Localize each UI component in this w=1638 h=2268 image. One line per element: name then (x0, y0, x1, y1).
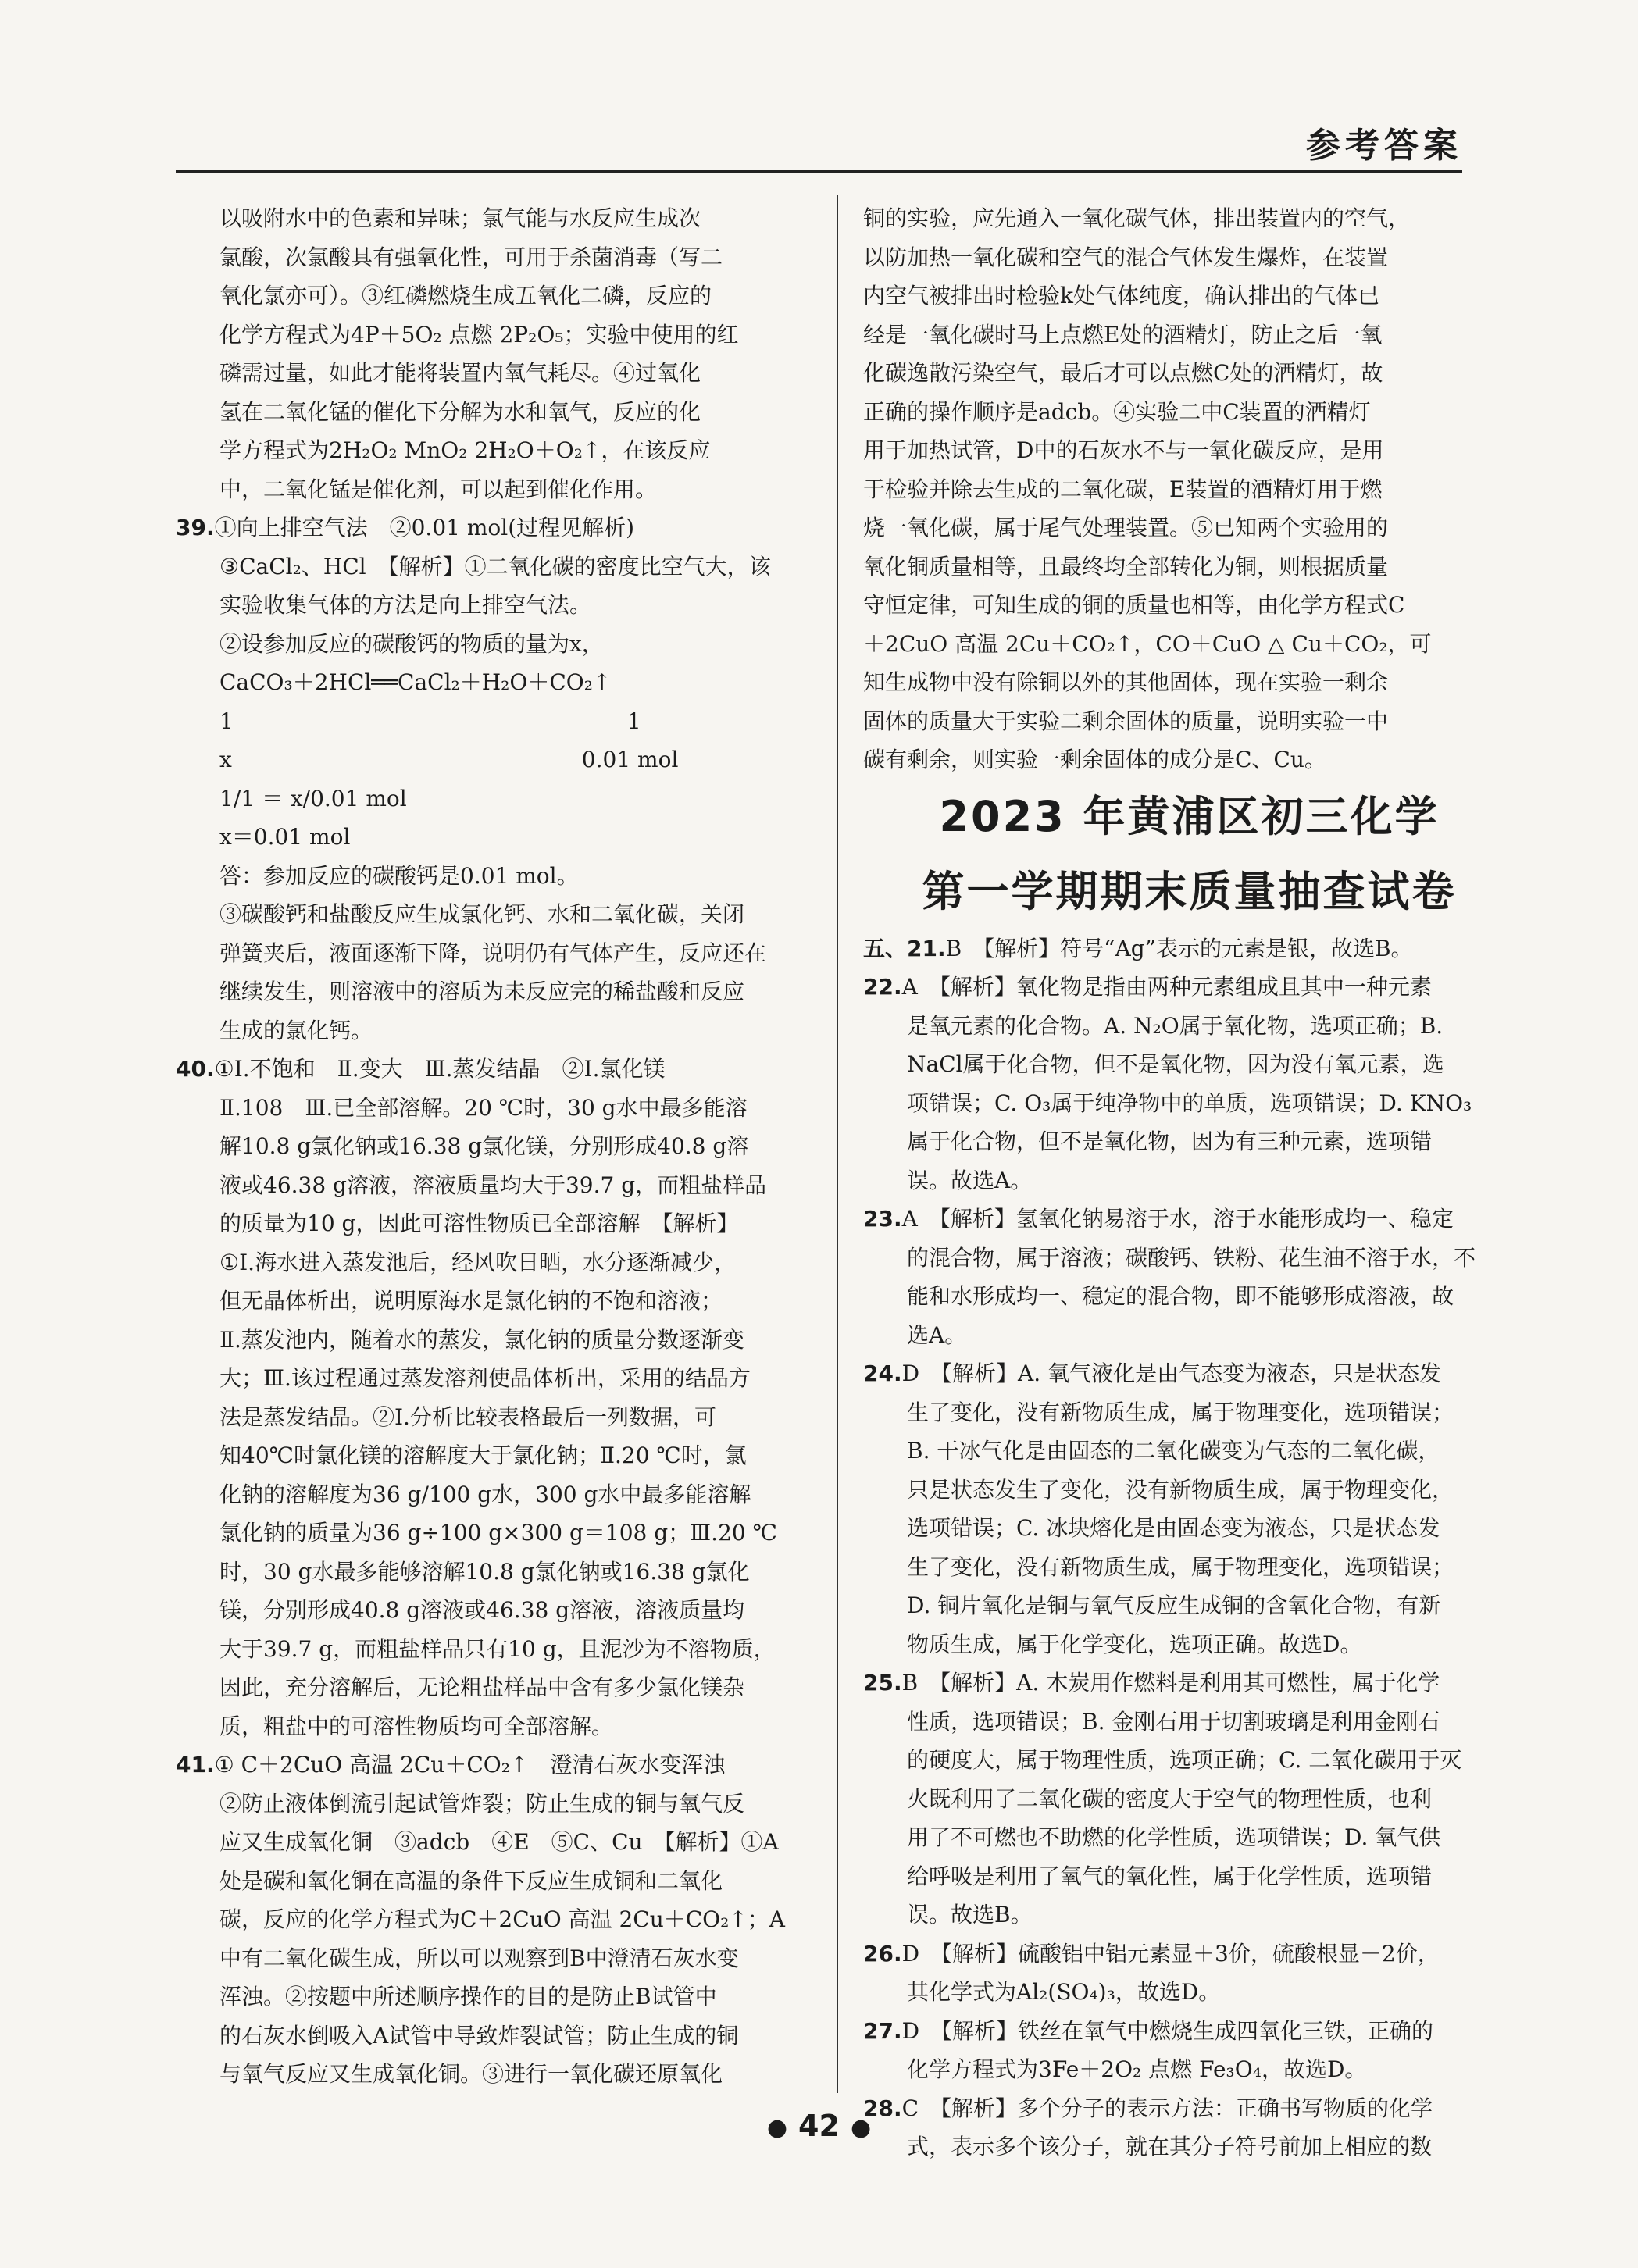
line-text: 碳有剩余，则实验一剩余固体的成分是C、Cu。 (863, 747, 1326, 772)
text-line (176, 1939, 828, 1978)
line-text: ①Ⅰ.不饱和 Ⅱ.变大 Ⅲ.蒸发结晶 ②Ⅰ.氯化镁 (214, 1056, 666, 1082)
section-title-line-2: 第一学期期末质量抽查试卷 (922, 866, 1457, 916)
question-number: 25. (863, 1670, 902, 1696)
line-text: ＋2CuO 高温 2Cu＋CO₂↑，CO＋CuO △ Cu＋CO₂，可 (863, 630, 1432, 657)
text-line (863, 1625, 1515, 1664)
line-text: ②设参加反应的碳酸钙的物质的量为x， (219, 630, 604, 657)
text-line (863, 1895, 1515, 1935)
line-text: D. 铜片氧化是铜与氧气反应生成铜的含氧化合物，有新 (907, 1592, 1441, 1618)
line-text: A 【解析】氢氧化钠易溶于水，溶于水能形成均一、稳定 (901, 1206, 1454, 1232)
line-text: 大于39.7 g，而粗盐样品只有10 g，且泥沙为不溶物质， (219, 1635, 776, 1662)
line-text: 固体的质量大于实验二剩余固体的质量，说明实验一中 (863, 708, 1389, 734)
text-line (176, 1050, 828, 1089)
line-text: 弹簧夹后，液面逐渐下降，说明仍有气体产生，反应还在 (219, 940, 767, 966)
text-line (176, 199, 828, 238)
text-line (863, 1200, 1515, 1239)
line-text: 氢在二氧化锰的催化下分解为水和氧气，反应的化 (219, 398, 701, 425)
line-text: 浑浊。②按题中所述顺序操作的目的是防止B试管中 (219, 1984, 717, 2009)
line-text: 液或46.38 g溶液，溶液质量均大于39.7 g，而粗盐样品 (219, 1171, 767, 1198)
text-line (863, 238, 1515, 277)
line-text: B. 干冰气化是由固态的二氧化碳变为气态的二氧化碳， (907, 1438, 1440, 1464)
line-text: 正确的操作顺序是adcb。④实验二中C装置的酒精灯 (863, 398, 1371, 425)
question-number: 24. (863, 1360, 902, 1386)
text-line (176, 1127, 828, 1166)
text-line (863, 316, 1515, 355)
text-line (863, 1122, 1515, 1161)
text-line (863, 2012, 1515, 2051)
line-text: 其化学式为Al₂(SO₄)₃，故选D。 (907, 1979, 1221, 2005)
page-number (0, 2109, 1638, 2143)
line-text: 氯化钠的质量为36 g÷100 g×300 g＝108 g；Ⅲ.20 ℃ (219, 1520, 777, 1546)
text-line (176, 1630, 828, 1669)
line-text: ① C＋2CuO 高温 2Cu＋CO₂↑ 澄清石灰水变浑浊 (214, 1752, 726, 1778)
line-text: 磷需过量，如此才能将装置内氧气耗尽。④过氧化 (219, 360, 701, 386)
text-line (863, 1935, 1515, 1974)
line-text: 解10.8 g氯化钠或16.38 g氯化镁，分别形成40.8 g溶 (219, 1133, 749, 1159)
text-line (863, 625, 1515, 664)
line-text: 氧化铜质量相等，且最终均全部转化为铜，则根据质量 (863, 553, 1389, 579)
line-text: 中，二氧化锰是催化剂，可以起到催化作用。 (219, 476, 658, 502)
line-text: 的质量为10 g，因此可溶性物质已全部溶解 【解析】 (219, 1211, 739, 1236)
line-text: C 【解析】多个分子的表示方法：正确书写物质的化学 (901, 2095, 1433, 2121)
text-line (176, 276, 828, 316)
line-text: 经是一氧化碳时马上点燃E处的酒精灯，防止之后一氧 (863, 321, 1383, 348)
line-text: 时，30 g水最多能够溶解10.8 g氯化钠或16.38 g氯化 (219, 1558, 750, 1585)
line-text: 的石灰水倒吸入A试管中导致炸裂试管；防止生成的铜 (219, 2022, 739, 2049)
text-line (176, 1436, 828, 1475)
text-line (176, 1475, 828, 1514)
text-line (863, 2050, 1515, 2089)
text-line (863, 470, 1515, 509)
text-line (863, 1703, 1515, 1742)
line-text: 法是蒸发结晶。②Ⅰ.分析比较表格最后一列数据，可 (219, 1403, 716, 1430)
text-line (176, 1204, 828, 1243)
line-text: 以吸附水中的色素和异味；氯气能与水反应生成次 (219, 205, 701, 231)
line-text: x 0.01 mol (219, 747, 679, 772)
text-line (863, 1509, 1515, 1548)
line-text: 氧化氯亦可）。③红磷燃烧生成五氧化二磷，反应的 (219, 283, 712, 308)
text-line (176, 895, 828, 934)
line-text: ②防止液体倒流引起试管炸裂；防止生成的铜与氧气反 (219, 1790, 745, 1817)
line-text: 火既利用了二氧化碳的密度大于空气的物理性质，也利 (907, 1785, 1433, 1812)
question-number: 26. (863, 1940, 902, 1967)
text-line (176, 1668, 828, 1707)
text-line (176, 2055, 828, 2094)
text-line (176, 1321, 828, 1360)
text-line (863, 968, 1515, 1007)
text-line (176, 1166, 828, 1205)
text-line (176, 1746, 828, 1785)
header-rule (176, 170, 1462, 173)
right-column (863, 199, 1515, 2166)
text-line (176, 1823, 828, 1862)
right-column-continuation (863, 199, 1515, 779)
text-line (176, 779, 828, 818)
text-line (863, 702, 1515, 741)
line-text: A 【解析】氧化物是指由两种元素组成且其中一种元素 (901, 974, 1432, 1000)
line-text: 于检验并除去生成的二氧化碳，E装置的酒精灯用于燃 (863, 476, 1383, 502)
text-line (863, 1818, 1515, 1857)
line-text: 属于化合物，但不是氧化物，因为有三种元素，选项错 (907, 1129, 1433, 1154)
text-line (176, 1089, 828, 1128)
line-text: 守恒定律，可知生成的铜的质量也相等，由化学方程式C (863, 592, 1405, 618)
question-number: 28. (863, 2095, 902, 2121)
text-line (176, 972, 828, 1011)
text-line (863, 1548, 1515, 1587)
line-text: 物质生成，属于化学变化，选项正确。故选D。 (907, 1631, 1362, 1657)
line-text: 式，表示多个该分子，就在其分子符号前加上相应的数 (907, 2134, 1433, 2159)
text-line (176, 1707, 828, 1746)
line-text: 能和水形成均一、稳定的混合物，即不能够形成溶液，故 (907, 1283, 1454, 1309)
line-text: 烧一氧化碳，属于尾气处理装置。⑤已知两个实验用的 (863, 515, 1389, 540)
text-line (863, 740, 1515, 779)
question-number: 27. (863, 2017, 902, 2044)
text-line (863, 1084, 1515, 1123)
line-text: Ⅱ.108 Ⅲ.已全部溶解。20 ℃时，30 g水中最多能溶 (219, 1094, 748, 1121)
line-text: Ⅱ.蒸发池内，随着水的蒸发，氯化钠的质量分数逐渐变 (219, 1326, 744, 1353)
line-text: 氯酸，次氯酸具有强氧化性，可用于杀菌消毒（写二 (219, 244, 723, 270)
text-line (863, 929, 1515, 968)
text-line (176, 857, 828, 896)
line-text: D 【解析】A. 氧气液化是由气态变为液态，只是状态发 (901, 1360, 1442, 1386)
line-text: 内空气被排出时检验k处气体纯度，确认排出的气体已 (863, 283, 1379, 308)
text-line (863, 199, 1515, 238)
question-number: 39. (176, 515, 215, 540)
text-line (176, 1553, 828, 1592)
line-text: 应又生成氧化铜 ③adcb ④E ⑤C、Cu 【解析】①A (219, 1829, 779, 1855)
line-text: 但无晶体析出，说明原海水是氯化钠的不饱和溶液； (219, 1288, 723, 1314)
text-line (176, 1514, 828, 1553)
right-column-answers (863, 929, 1515, 2166)
text-line (863, 1857, 1515, 1896)
line-text: 处是碳和氧化铜在高温的条件下反应生成铜和二氧化 (219, 1867, 723, 1894)
line-text: 选项错误；C. 冰块熔化是由固态变为液态，只是状态发 (907, 1515, 1440, 1541)
text-line (863, 586, 1515, 625)
line-text: ③CaCl₂、HCl 【解析】①二氧化碳的密度比空气大，该 (219, 553, 771, 579)
text-line (863, 547, 1515, 587)
line-text: 用于加热试管，D中的石灰水不与一氧化碳反应，是用 (863, 437, 1384, 463)
line-text: 知生成物中没有除铜以外的其他固体，现在实验一剩余 (863, 669, 1389, 695)
text-line (176, 431, 828, 470)
text-line (176, 2017, 828, 2056)
line-text: D 【解析】硫酸铝中铝元素显＋3价，硫酸根显－2价， (901, 1940, 1440, 1967)
text-line (176, 663, 828, 702)
line-text: 误。故选B。 (907, 1902, 1033, 1927)
text-line (863, 1277, 1515, 1316)
text-line (863, 508, 1515, 547)
text-line (863, 1664, 1515, 1703)
line-text: B 【解析】A. 木炭用作燃料是利用其可燃性，属于化学 (901, 1670, 1440, 1696)
text-line (176, 934, 828, 973)
line-text: 只是状态发生了变化，没有新物质生成，属于物理变化， (907, 1476, 1454, 1503)
text-line (863, 1586, 1515, 1625)
line-text: 继续发生，则溶液中的溶质为未反应完的稀盐酸和反应 (219, 979, 745, 1004)
line-text: 用了不可燃也不助燃的化学性质，选项错误；D. 氧气供 (907, 1824, 1441, 1850)
text-line (176, 1243, 828, 1282)
text-line (863, 1354, 1515, 1393)
line-text: ①Ⅰ.海水进入蒸发池后，经风吹日晒，水分逐渐减少， (219, 1249, 737, 1275)
text-line (863, 1161, 1515, 1200)
line-text: D 【解析】铁丝在氧气中燃烧生成四氧化三铁，正确的 (901, 2017, 1434, 2044)
text-line (863, 431, 1515, 470)
line-text: 误。故选A。 (907, 1167, 1033, 1193)
line-text: 化碳逸散污染空气，最后才可以点燃C处的酒精灯，故 (863, 360, 1383, 386)
line-text: 是氧元素的化合物。A. N₂O属于氧化物，选项正确；B. (907, 1012, 1444, 1039)
line-text: 化学方程式为4P＋5O₂ 点燃 2P₂O₅；实验中使用的红 (219, 321, 739, 348)
line-text: 生了变化，没有新物质生成，属于物理变化，选项错误； (907, 1553, 1454, 1580)
line-text: 答：参加反应的碳酸钙是0.01 mol。 (219, 862, 579, 889)
text-line (176, 818, 828, 857)
line-text: B 【解析】符号“Ag”表示的元素是银，故选B。 (945, 935, 1413, 961)
bullet-icon: ● (766, 2114, 788, 2141)
line-text: 的混合物，属于溶液；碳酸钙、铁粉、花生油不溶于水，不 (907, 1244, 1476, 1271)
line-text: ③碳酸钙和盐酸反应生成氯化钙、水和二氧化碳，关闭 (219, 901, 745, 927)
line-text: 因此，充分溶解后，无论粗盐样品中含有多少氯化镁杂 (219, 1674, 745, 1700)
line-text: 选A。 (907, 1321, 967, 1348)
text-line (176, 1359, 828, 1398)
text-line (863, 1471, 1515, 1510)
text-line (863, 1741, 1515, 1780)
question-number: 40. (176, 1056, 215, 1082)
line-text: 铜的实验，应先通入一氧化碳气体，排出装置内的空气， (863, 205, 1411, 231)
question-number: 22. (863, 974, 902, 1000)
line-text: 化学方程式为3Fe＋2O₂ 点燃 Fe₃O₄，故选D。 (907, 2056, 1367, 2082)
left-column (176, 199, 828, 2094)
question-number: 23. (863, 1206, 902, 1232)
text-line (863, 1393, 1515, 1432)
text-line (176, 393, 828, 432)
line-text: 化钠的溶解度为36 g/100 g水，300 g水中最多能溶解 (219, 1481, 751, 1507)
text-line (176, 470, 828, 509)
line-text: 项错误；C. O₃属于纯净物中的单质，选项错误；D. KNO₃ (907, 1089, 1472, 1116)
line-text: 质，粗盐中的可溶性物质均可全部溶解。 (219, 1713, 614, 1739)
text-line (863, 1007, 1515, 1046)
text-line (176, 508, 828, 547)
text-line (176, 316, 828, 355)
text-line (176, 1011, 828, 1050)
section-title-line-1: 2023 年黄浦区初三化学 (939, 791, 1440, 841)
text-line (176, 1900, 828, 1939)
text-line (176, 625, 828, 664)
text-line (863, 1316, 1515, 1355)
line-text: NaCl属于化合物，但不是氧化物，因为没有氧元素，选 (907, 1051, 1444, 1077)
text-line (863, 1239, 1515, 1278)
page-number-value: 42 (798, 2109, 840, 2143)
line-text: x＝0.01 mol (219, 824, 351, 850)
text-line (176, 1591, 828, 1630)
text-line (176, 586, 828, 625)
column-divider (837, 195, 838, 2093)
text-line (176, 547, 828, 587)
question-number: 五、21. (863, 935, 946, 961)
line-text: 知40℃时氯化镁的溶解度大于氯化钠；Ⅱ.20 ℃时，氯 (219, 1442, 747, 1468)
bullet-icon: ● (850, 2114, 872, 2141)
line-text: 与氧气反应又生成氧化铜。③进行一氧化碳还原氧化 (219, 2061, 723, 2087)
line-text: 以防加热一氧化碳和空气的混合气体发生爆炸，在装置 (863, 244, 1389, 270)
line-text: 性质，选项错误；B. 金刚石用于切割玻璃是利用金刚石 (907, 1708, 1440, 1735)
text-line (863, 663, 1515, 702)
line-text: 的硬度大，属于物理性质，选项正确；C. 二氧化碳用于灭 (907, 1747, 1462, 1773)
text-line (863, 1432, 1515, 1471)
text-line (863, 1780, 1515, 1819)
text-line (176, 1785, 828, 1824)
page-header-title: 参考答案 (1306, 126, 1462, 166)
line-text: 1/1 ＝ x/0.01 mol (219, 785, 407, 811)
text-line (176, 238, 828, 277)
text-line (176, 1398, 828, 1437)
line-text: CaCO₃＋2HCl══CaCl₂＋H₂O＋CO₂↑ (219, 669, 612, 695)
text-line (863, 393, 1515, 432)
line-text: 1 1 (219, 708, 641, 734)
text-line (863, 1045, 1515, 1084)
text-line (176, 702, 828, 741)
text-line (176, 354, 828, 393)
line-text: 给呼吸是利用了氧气的氧化性，属于化学性质，选项错 (907, 1863, 1433, 1889)
line-text: 碳，反应的化学方程式为C＋2CuO 高温 2Cu＋CO₂↑；A (219, 1906, 786, 1932)
line-text: ①向上排空气法 ②0.01 mol(过程见解析) (214, 515, 635, 540)
line-text: 中有二氧化碳生成，所以可以观察到B中澄清石灰水变 (219, 1945, 739, 1971)
line-text: 学方程式为2H₂O₂ MnO₂ 2H₂O＋O₂↑，在该反应 (219, 437, 711, 463)
text-line (176, 1977, 828, 2017)
question-number: 41. (176, 1752, 215, 1778)
line-text: 生了变化，没有新物质生成，属于物理变化，选项错误； (907, 1399, 1454, 1425)
text-line (176, 1282, 828, 1321)
line-text: 镁，分别形成40.8 g溶液或46.38 g溶液，溶液质量均 (219, 1597, 745, 1623)
text-line (863, 276, 1515, 316)
line-text: 生成的氯化钙。 (219, 1017, 373, 1043)
text-line (176, 1862, 828, 1901)
text-line (863, 1973, 1515, 2012)
text-line (176, 740, 828, 779)
line-text: 实验收集气体的方法是向上排空气法。 (219, 592, 592, 618)
text-line (863, 354, 1515, 393)
line-text: 大；Ⅲ.该过程通过蒸发溶剂使晶体析出，采用的结晶方 (219, 1365, 751, 1391)
